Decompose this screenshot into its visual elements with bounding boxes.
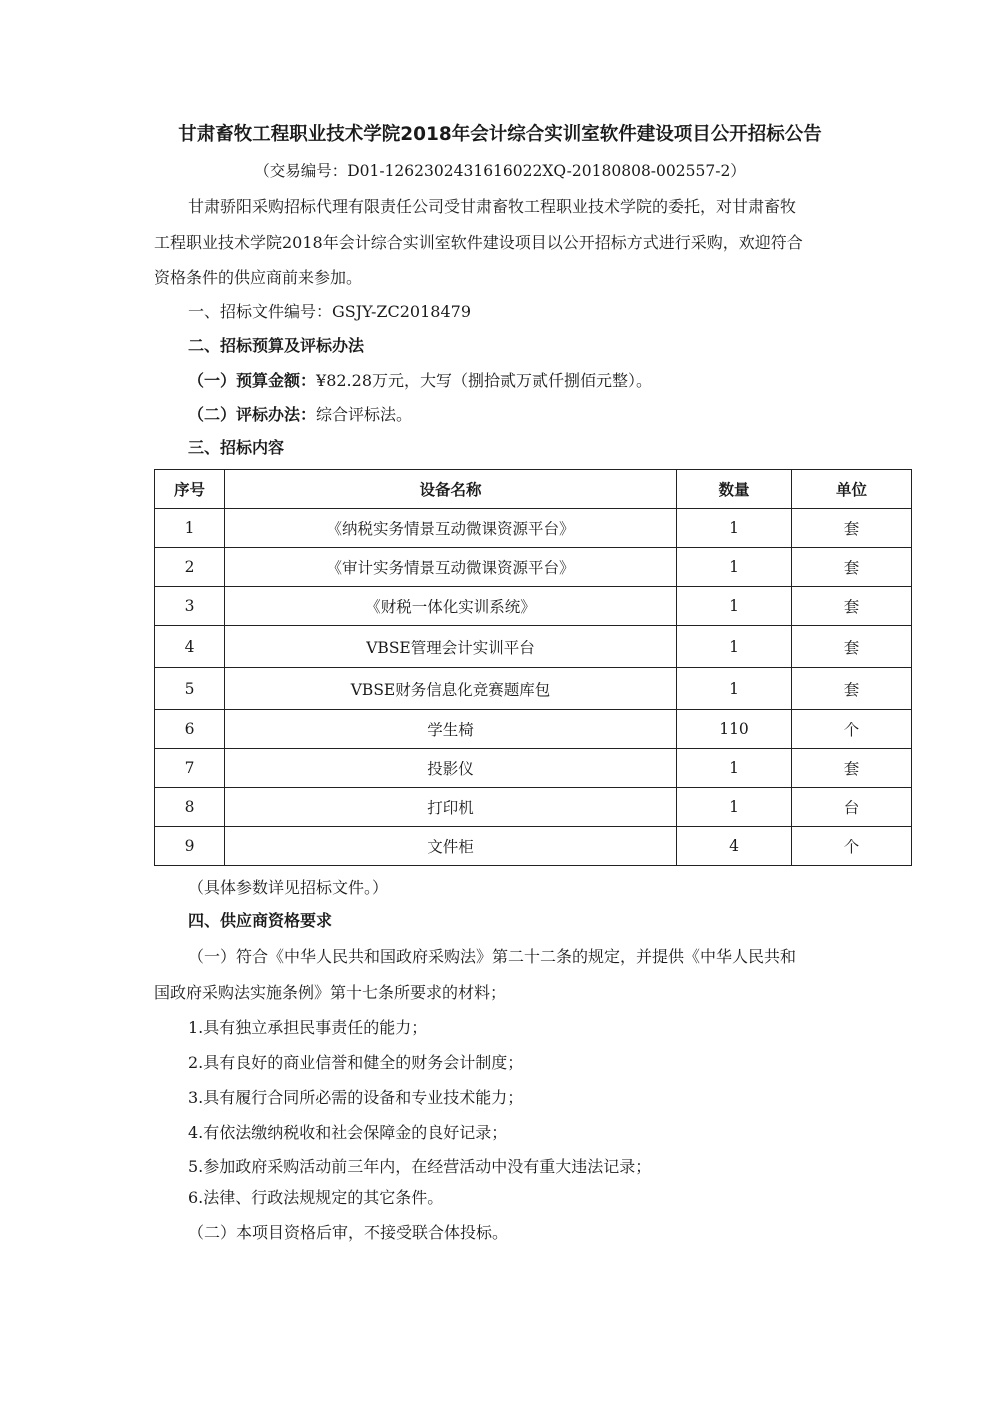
table-row	[155, 710, 912, 749]
cell-index: 4	[155, 626, 225, 668]
method-line	[188, 404, 412, 426]
cell-device-name: 学生椅	[225, 710, 677, 749]
budget-value: ¥82.28万元，大写（捌拾贰万贰仟捌佰元整）。	[316, 371, 653, 390]
requirement-item: 2.具有良好的商业信誉和健全的财务会计制度；	[188, 1053, 524, 1072]
cell-unit: 套	[792, 749, 912, 788]
requirement-consortium: （二）本项目资格后审，不接受联合体投标。	[188, 1223, 509, 1242]
section-1-label: 一、招标文件编号：	[188, 302, 333, 321]
cell-quantity: 1	[677, 509, 792, 548]
cell-index: 6	[155, 710, 225, 749]
cell-device-name: 投影仪	[225, 749, 677, 788]
cell-quantity: 110	[677, 710, 792, 749]
table-row	[155, 749, 912, 788]
cell-unit: 台	[792, 788, 912, 827]
section-4-heading: 四、供应商资格要求	[188, 911, 333, 930]
requirement-intro-line-1: （一）符合《中华人民共和国政府采购法》第二十二条的规定，并提供《中华人民共和	[188, 947, 797, 966]
header-quantity: 数量	[677, 470, 792, 509]
header-index: 序号	[155, 470, 225, 509]
cell-device-name: VBSE财务信息化竞赛题库包	[225, 668, 677, 710]
cell-device-name: 《审计实务情景互动微课资源平台》	[225, 548, 677, 587]
cell-device-name: 文件柜	[225, 827, 677, 866]
intro-line-1: 甘肃骄阳采购招标代理有限责任公司受甘肃畜牧工程职业技术学院的委托，对甘肃畜牧	[188, 197, 797, 216]
cell-quantity: 1	[677, 548, 792, 587]
table-row	[155, 587, 912, 626]
cell-device-name: 打印机	[225, 788, 677, 827]
section-3-heading: 三、招标内容	[188, 438, 285, 457]
cell-quantity: 1	[677, 587, 792, 626]
cell-quantity: 1	[677, 749, 792, 788]
cell-device-name: VBSE管理会计实训平台	[225, 626, 677, 668]
page-title: 甘肃畜牧工程职业技术学院2018年会计综合实训室软件建设项目公开招标公告	[178, 124, 822, 145]
budget-line	[188, 370, 652, 392]
table-row	[155, 668, 912, 710]
requirement-item: 3.具有履行合同所必需的设备和专业技术能力；	[188, 1088, 524, 1107]
items-table	[154, 469, 912, 866]
section-2-heading: 二、招标预算及评标办法	[188, 336, 365, 355]
method-value: 综合评标法。	[316, 405, 413, 424]
requirement-item: 5.参加政府采购活动前三年内，在经营活动中没有重大违法记录；	[188, 1157, 652, 1176]
cell-unit: 个	[792, 827, 912, 866]
tender-file-number: GSJY-ZC2018479	[332, 302, 471, 321]
table-note: （具体参数详见招标文件。）	[188, 878, 389, 897]
section-1	[188, 301, 471, 323]
table-header-row	[155, 470, 912, 509]
cell-index: 5	[155, 668, 225, 710]
cell-index: 7	[155, 749, 225, 788]
transaction-number: （交易编号：D01-1262302431616022XQ-20180808-002557-2）	[254, 162, 746, 180]
cell-unit: 套	[792, 626, 912, 668]
table-row	[155, 626, 912, 668]
cell-quantity: 1	[677, 788, 792, 827]
cell-unit: 个	[792, 710, 912, 749]
cell-device-name: 《财税一体化实训系统》	[225, 587, 677, 626]
header-device-name: 设备名称	[225, 470, 677, 509]
requirement-intro-line-2: 国政府采购法实施条例》第十七条所要求的材料；	[154, 983, 507, 1002]
table-row	[155, 788, 912, 827]
cell-index: 8	[155, 788, 225, 827]
cell-unit: 套	[792, 668, 912, 710]
requirement-item: 1.具有独立承担民事责任的能力；	[188, 1018, 428, 1037]
budget-label: （一）预算金额：	[188, 371, 317, 390]
cell-index: 3	[155, 587, 225, 626]
intro-line-2: 工程职业技术学院2018年会计综合实训室软件建设项目以公开招标方式进行采购，欢迎符合	[154, 233, 803, 252]
cell-index: 2	[155, 548, 225, 587]
cell-device-name: 《纳税实务情景互动微课资源平台》	[225, 509, 677, 548]
requirement-item: 6.法律、行政法规规定的其它条件。	[188, 1188, 444, 1207]
cell-quantity: 1	[677, 668, 792, 710]
method-label: （二）评标办法：	[188, 405, 317, 424]
cell-unit: 套	[792, 587, 912, 626]
table-row	[155, 509, 912, 548]
table-row	[155, 548, 912, 587]
requirement-item: 4.有依法缴纳税收和社会保障金的良好记录；	[188, 1123, 508, 1142]
table-row	[155, 827, 912, 866]
cell-index: 1	[155, 509, 225, 548]
cell-unit: 套	[792, 509, 912, 548]
cell-quantity: 1	[677, 626, 792, 668]
cell-unit: 套	[792, 548, 912, 587]
cell-index: 9	[155, 827, 225, 866]
intro-line-3: 资格条件的供应商前来参加。	[154, 268, 363, 287]
cell-quantity: 4	[677, 827, 792, 866]
header-unit: 单位	[792, 470, 912, 509]
